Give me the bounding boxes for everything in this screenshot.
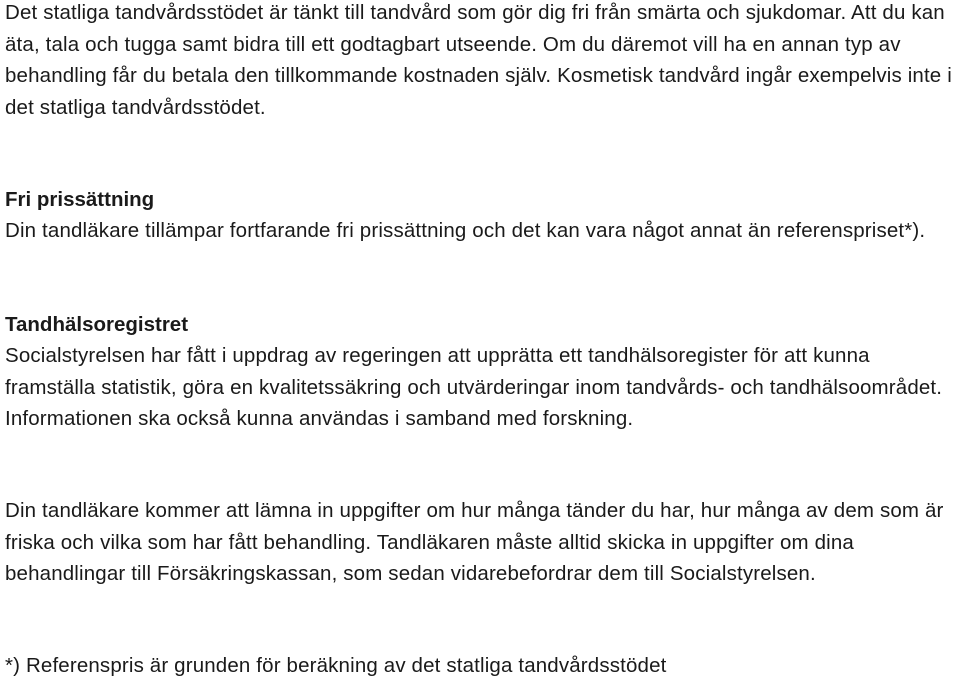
footnote: *) Referenspris är grunden för beräkning av det statliga tandvårdsstödet	[5, 654, 667, 677]
heading-tandhalsoregistret: Tandhälsoregistret	[5, 313, 189, 336]
tandhalsoregistret-paragraph-2: Din tandläkare kommer att lämna in uppgifter om hur många tänder du har, hur många av dem som är friska och vilka som har fått behandling. Tandläkaren måste alltid skicka in uppgifter om dina behandlingar till Försäkringskassan, som sedan vidarebefordrar dem till Socialstyrelsen.	[5, 499, 944, 585]
fri-prissattning-paragraph: Din tandläkare tillämpar fortfarande fri prissättning och det kan vara något annat än referenspriset*).	[5, 219, 926, 242]
intro-paragraph: Det statliga tandvårdsstödet är tänkt till tandvård som gör dig fri från smärta och sjukdomar. Att du kan äta, tala och tugga samt bidra till ett godtagbart utseende. Om du däremot vill ha en annan typ av behandling får du betala den tillkommande kostnaden själv. Kosmetisk tandvård ingår exempelvis inte i det statliga tandvårdsstödet.	[5, 1, 952, 119]
heading-fri-prissattning: Fri prissättning	[5, 188, 155, 211]
tandhalsoregistret-paragraph-1: Socialstyrelsen har fått i uppdrag av regeringen att upprätta ett tandhälsoregister för att kunna framställa statistik, göra en kvalitetssäkring och utvärderingar inom tandvårds- och tandhälsoområdet. Informationen ska också kunna användas i samband med forskning.	[5, 344, 943, 430]
